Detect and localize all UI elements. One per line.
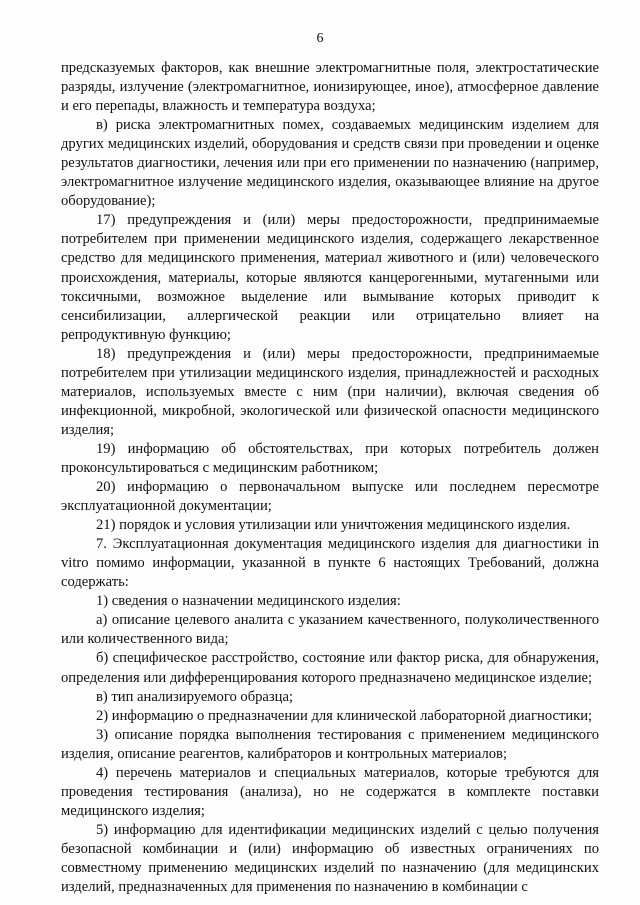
paragraph: 1) сведения о назначении медицинского изделия: [96,593,401,610]
paragraph: а) описание целевого аналита с указанием качественного, полуколичественного или количественного вида; [61,612,599,648]
paragraph: 2) информацию о предназначении для клинической лабораторной диагностики; [96,707,593,724]
paragraph: 20) информацию о первоначальном выпуске или последнем пересмотре эксплуатационной документации; [61,479,599,515]
page-number: 6 [316,31,324,46]
paragraph: 5) информацию для идентификации медицинских изделий с целью получения безопасной комбинации и (или) информацию об известных ограничениях по совместному применению медицинских изделий по назначению (для медицинских изделий, предназначенных для применения по назначению в комбинации с [61,821,599,896]
paragraph: б) специфическое расстройство, состояние или фактор риска, для обнаружения, определения или дифференцирования которого предназначено медицинское изделие; [61,650,599,686]
paragraph: 17) предупреждения и (или) меры предосторожности, предпринимаемые потребителем при применении медицинского изделия, содержащего лекарственное средство для медицинского применения, материал животного и (или) человеческого происхождения, материалы, которые являются канцерогенными, мутагенными или токсичными, возможное выделение или вымывание которых приводит к сенсибилизации, аллергической реакции или отрицательно влияет на репродуктивную функцию; [61,212,599,343]
paragraph: в) тип анализируемого образца; [96,688,293,705]
paragraph: в) риска электромагнитных помех, создаваемых медицинским изделием для других медицинских изделий, оборудования и средств связи при проведении и оценке результатов диагностики, лечения или при его применении по назначению (например, электромагнитное излучение медицинского изделия, оказывающее влияние на другое оборудование); [61,117,599,210]
paragraph: 7. Эксплуатационная документация медицинского изделия для диагностики in vitro помимо информации, указанной в пункте 6 настоящих Требований, должна содержать: [61,536,599,591]
paragraph: 19) информацию об обстоятельствах, при которых потребитель должен проконсультироваться с медицинским работником; [61,440,599,476]
paragraph: 3) описание порядка выполнения тестирования с применением медицинского изделия, описание реагентов, калибраторов и контрольных материалов; [61,726,599,762]
paragraph: предсказуемых факторов, как внешние электромагнитные поля, электростатические разряды, излучение (электромагнитное, ионизирующее, иное), атмосферное давление и его перепады, влажность и температура воздуха; [61,60,599,115]
paragraph: 4) перечень материалов и специальных материалов, которые требуются для проведения тестирования (анализа), но не содержатся в комплекте поставки медицинского изделия; [61,764,599,819]
document-body [61,59,599,897]
paragraph: 21) порядок и условия утилизации или уничтожения медицинского изделия. [96,517,571,534]
paragraph: 18) предупреждения и (или) меры предосторожности, предпринимаемые потребителем при утилизации медицинского изделия, принадлежностей и расходных материалов, используемых вместе с ним (при наличии), включая сведения об инфекционной, микробной, экологической или физической опасности медицинского изделия; [61,345,599,438]
